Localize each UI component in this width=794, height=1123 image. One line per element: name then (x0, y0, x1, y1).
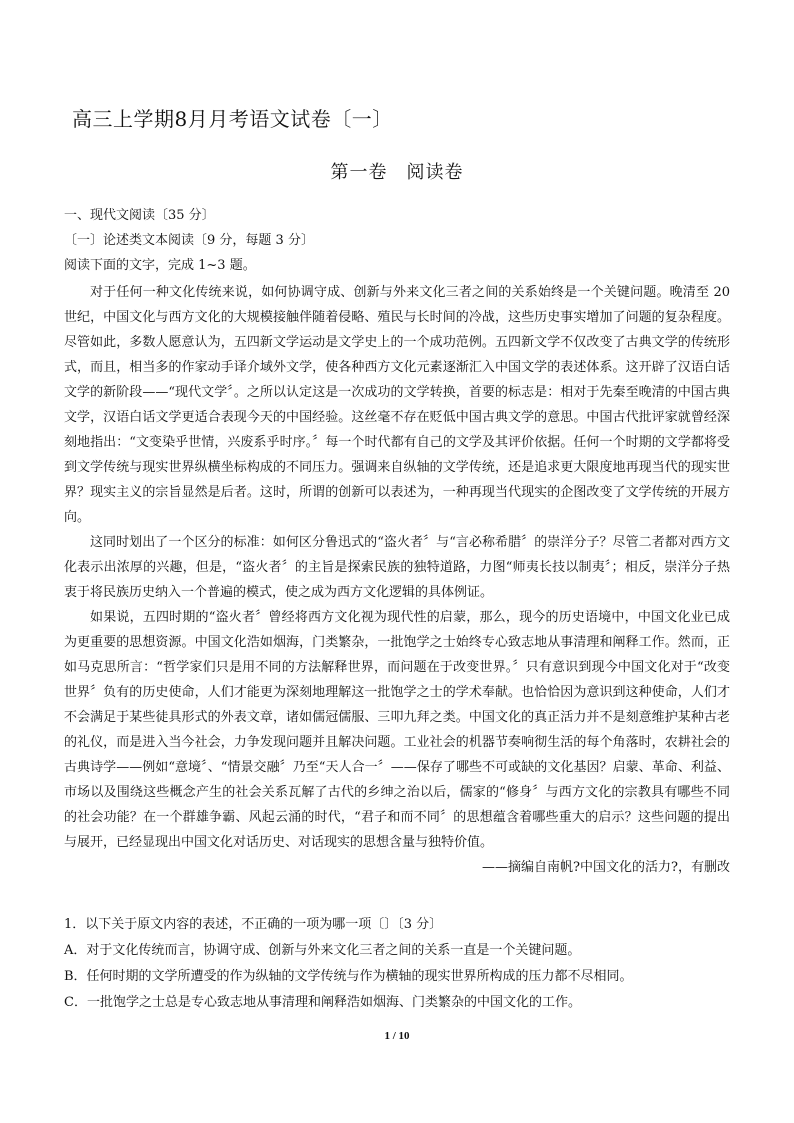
passage-paragraph-3: 如果说，五四时期的“盗火者〞曾经将西方文化视为现代性的启蒙，那么，现今的历史语境中，中国文化业已成为更重要的思想资源。中国文化浩如烟海，门类繁杂，一批饱学之士始终专心致志地从事清理和阐释工作。然而，正如马克思所言：“哲学家们只是用不同的方法解释世界，而问题在于改变世界。〞只有意识到现今中国文化对于“改变世界〞负有的历史使命，人们才能更为深刻地理解这一批饱学之士的学术奉献。也恰恰因为意识到这种使命，人们才不会满足于某些徒具形式的外表文章，诸如儒冠儒服、三叩九拜之类。中国文化的真正活力并不是刻意维护某种古老的礼仪，而是进入当今社会，力争发现问题并且解决问题。工业社会的机器节奏响彻生活的每个角落时，农耕社会的古典诗学——例如“意境〞、“情景交融〞乃至“天人合一〞——保存了哪些不可或缺的文化基因？启蒙、革命、利益、市场以及围绕这些概念产生的社会关系瓦解了古代的乡绅之治以后，儒家的“修身〞与西方文化的宗教具有哪些不同的社会功能？在一个群雄争霸、风起云涌的时代，“君子和而不同〞的思想蕴含着哪些重大的启示？这些问题的提出与展开，已经显现出中国文化对话历史、对话现实的思想含量与独特价值。 (64, 610, 730, 850)
reading-passage (64, 280, 730, 880)
option-a: A．对于文化传统而言，协调守成、创新与外来文化三者之间的关系一直是一个关键问题。 (64, 943, 581, 958)
passage-paragraph-1: 对于任何一种文化传统来说，如何协调守成、创新与外来文化三者之间的关系始终是一个关键问题。晚清至 20 世纪，中国文化与西方文化的大规模接触伴随着侵略、殖民与长时间的冷战，这些历史事实增加了问题的复杂程度。尽管如此，多数人愿意认为，五四新文学运动是文学史上的一个成功范例。五四新文学不仅改变了古典文学的传统形式，而且，相当多的作家动手译介域外文学，使各种西方文化元素逐渐汇入中国文学的表述体系。这开辟了汉语白话文学的新阶段——“现代文学〞。之所以认定这是一次成功的文学转换，首要的标志是：相对于先秦至晚清的中国古典文学，汉语白话文学更适合表现今天的中国经验。这丝毫不存在贬低中国古典文学的意思。中国古代批评家就曾经深刻地指出：“文变染乎世情，兴废系乎时序。〞每一个时代都有自己的文学及其评价依据。任何一个时期的文学都将受到文学传统与现实世界纵横坐标构成的不同压力。强调来自纵轴的文学传统，还是追求更大限度地再现当代的现实世界？现实主义的宗旨显然是后者。这时，所谓的创新可以表述为，一种再现当代现实的企图改变了文学传统的开展方向。 (64, 285, 730, 525)
option-c: C．一批饱学之士总是专心致志地从事清理和阐释浩如烟海、门类繁杂的中国文化的工作。 (64, 995, 581, 1010)
instruction-text: 阅读下面的文字，完成 1~3 题。 (64, 258, 256, 273)
option-b: B．任何时期的文学所遭受的作为纵轴的文学传统与作为横轴的现实世界所构成的压力都不尽相同。 (64, 969, 633, 984)
part-heading: 一、现代文阅读〔35 分〕 (64, 208, 215, 223)
question-1 (64, 912, 730, 1016)
question-stem: 1．以下关于原文内容的表述，不正确的一项为哪一项〔〕〔3 分〕 (64, 917, 443, 932)
page-number: 1 / 10 (384, 1030, 410, 1042)
intro-block (64, 203, 730, 278)
section-title: 第一卷 阅读卷 (330, 162, 464, 183)
subsection-heading: 〔一〕论述类文本阅读〔9 分，每题 3 分〕 (64, 233, 314, 248)
exam-title: 高三上学期8月月考语文试卷〔一〕 (72, 107, 393, 131)
passage-paragraph-2: 这同时划出了一个区分的标准：如何区分鲁迅式的“盗火者〞与“言必称希腊〞的崇洋分子？尽管二者都对西方文化表示出浓厚的兴趣，但是，“盗火者〞的主旨是探索民族的独特道路，力图“师夷长技以制夷〞；相反，崇洋分子热衷于将民族历史纳入一个普遍的模式，使之成为西方文化逻辑的具体例证。 (64, 535, 730, 600)
passage-source: ——摘编自南帆?中国文化的活力?，有删改 (482, 860, 730, 875)
